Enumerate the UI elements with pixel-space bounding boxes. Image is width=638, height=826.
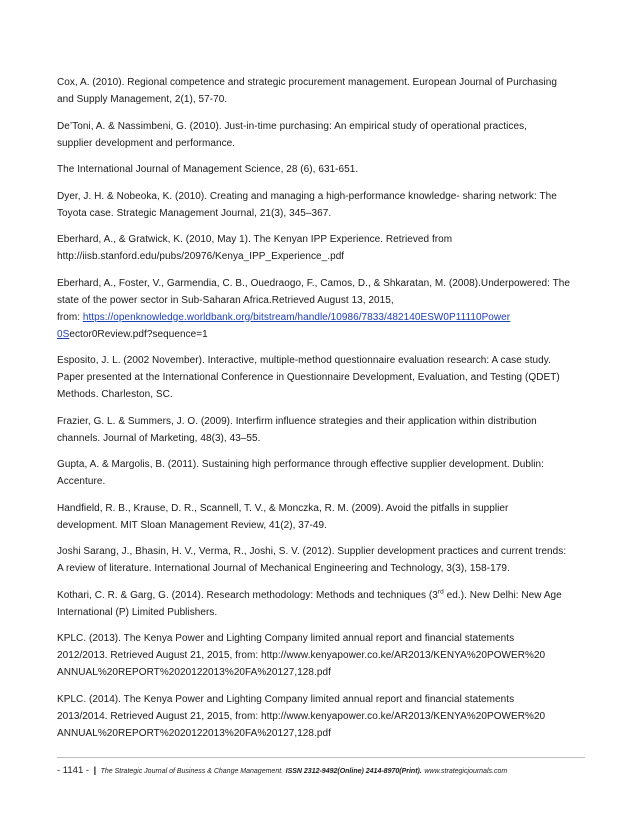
footer-divider (57, 757, 585, 758)
reference-line: Accenture. (57, 476, 106, 487)
page-number: - 1141 - (57, 765, 90, 776)
reference-item (57, 161, 585, 178)
reference-item (57, 74, 585, 108)
reference-line: Eberhard, A., Foster, V., Garmendia, C. B., Ouedraogo, F., Camos, D., & Shkaratan, M. (2008).Underpowered: The (57, 277, 570, 289)
reference-from-label: from: (57, 311, 83, 323)
reference-line: http://iisb.stanford.edu/pubs/20976/Kenya_IPP_Experience_.pdf (57, 251, 345, 262)
reference-item (57, 188, 585, 222)
reference-line: Esposito, J. L. (2002 November). Interactive, multiple-method questionnaire evaluation research: A case study. (57, 355, 551, 366)
reference-line: 2012/2013. Retrieved August 21, 2015, from: http://www.kenyapower.co.ke/AR2013/KENYA%20POWER%20 (57, 650, 546, 661)
reference-line: De’Toni, A. & Nassimbeni, G. (2010). Just-in-time purchasing: An empirical study of operational practices, (57, 120, 527, 132)
reference-line: Dyer, J. H. & Nobeoka, K. (2010). Creating and managing a high-performance knowledge- sharing network: The (57, 190, 557, 202)
footer-separator: | (93, 765, 97, 775)
reference-item (57, 231, 585, 265)
reference-line: Handfield, R. B., Krause, D. R., Scannell, T. V., & Monczka, R. M. (2009). Avoid the pitfalls in supplier (57, 502, 509, 514)
reference-item (57, 352, 585, 403)
reference-line: Cox, A. (2010). Regional competence and strategic procurement management. European Journal of Purchasing (57, 77, 557, 88)
issn-text: ISSN 2312-9492(Online) 2414-8970(Print). (285, 768, 422, 775)
reference-item (57, 543, 585, 577)
reference-item (57, 118, 585, 152)
journal-website: www.strategicjournals.com (424, 768, 508, 775)
reference-item (57, 275, 585, 343)
reference-line: KPLC. (2013). The Kenya Power and Lighting Company limited annual report and financial statements (57, 633, 515, 644)
reference-line: KPLC. (2014). The Kenya Power and Lighting Company limited annual report and financial statements (57, 693, 515, 705)
reference-line: ANNUAL%20REPORT%2020122013%20FA%20127,128.pdf (57, 667, 331, 678)
reference-line: Gupta, A. & Margolis, B. (2011). Sustaining high performance through effective supplier development. Dublin: (57, 459, 544, 470)
reference-line: International (P) Limited Publishers. (57, 606, 218, 618)
reference-line: state of the power sector in Sub-Saharan Africa.Retrieved August 13, 2015, (57, 294, 394, 306)
reference-item (57, 500, 585, 534)
reference-line: 2013/2014. Retrieved August 21, 2015, from: http://www.kenyapower.co.ke/AR2013/KENYA%20POWER%20 (57, 710, 546, 722)
reference-line: Frazier, G. L. & Summers, J. O. (2009). Interfirm influence strategies and their application within distribution (57, 415, 537, 427)
reference-line: The International Journal of Management Science, 28 (6), 631-651. (57, 164, 359, 175)
page-footer (57, 764, 597, 778)
reference-line: supplier development and performance. (57, 137, 236, 149)
reference-item (57, 456, 585, 490)
reference-item (57, 691, 585, 742)
reference-item (57, 413, 585, 447)
reference-line: ed.). New Delhi: New Age (443, 589, 562, 601)
reference-link[interactable]: https://openknowledge.worldbank.org/bitstream/handle/10986/7833/482140ESW0P11110Power (82, 311, 511, 323)
reference-list (57, 74, 585, 751)
reference-line: channels. Journal of Marketing, 48(3), 43–55. (57, 432, 261, 444)
reference-line: Toyota case. Strategic Management Journal, 21(3), 345–367. (57, 207, 332, 219)
reference-line: development. MIT Sloan Management Review, 41(2), 37-49. (57, 519, 327, 531)
reference-line: Kothari, C. R. & Garg, G. (2014). Research methodology: Methods and techniques (3 (57, 589, 438, 601)
reference-line: ANNUAL%20REPORT%2020122013%20FA%20127,128.pdf (57, 727, 331, 739)
reference-line: A review of literature. International Journal of Mechanical Engineering and Technology, 3(3), 158-179. (57, 563, 510, 574)
reference-item (57, 587, 585, 621)
reference-line: and Supply Management, 2(1), 57-70. (57, 94, 228, 105)
reference-line: Eberhard, A., & Gratwick, K. (2010, May 1). The Kenyan IPP Experience. Retrieved from (57, 234, 453, 245)
ordinal-superscript: rd (437, 588, 444, 596)
reference-line: Joshi Sarang, J., Bhasin, H. V., Verma, R., Joshi, S. V. (2012). Supplier development practices and current trends: (57, 546, 567, 557)
reference-line: Methods. Charleston, SC. (57, 389, 173, 400)
reference-line: Paper presented at the International Conference in Questionnaire Development, Evaluation, and Testing (QDET) (57, 372, 560, 383)
reference-line-tail: ector0Review.pdf?sequence=1 (69, 328, 208, 340)
reference-item (57, 630, 585, 681)
journal-name: The Strategic Journal of Business & Change Management. (100, 768, 284, 775)
reference-link-continued[interactable]: 0S (57, 328, 70, 340)
